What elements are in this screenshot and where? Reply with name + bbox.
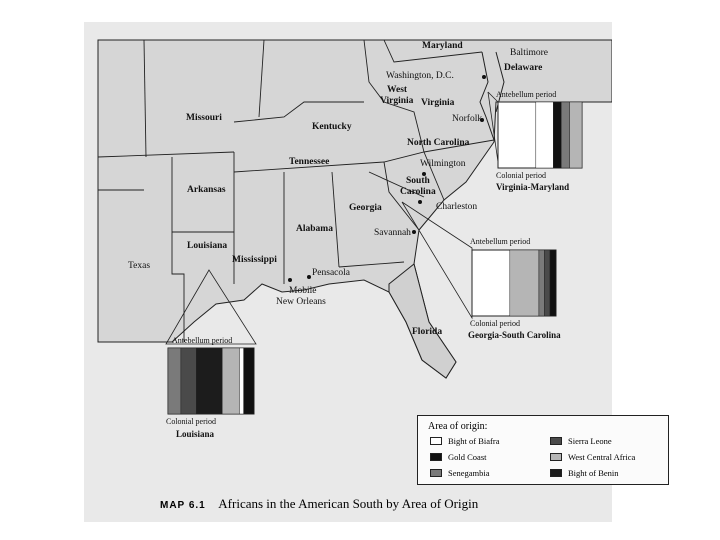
map-page <box>84 22 636 522</box>
inset-la-top-label: Antebellum period <box>172 336 233 345</box>
inset-segment-senegambia <box>539 250 545 316</box>
inset-segment-sierra-leone <box>181 348 196 414</box>
state-virginia: Virginia <box>421 98 455 108</box>
inset-vamd-name: Virginia-Maryland <box>496 182 570 192</box>
legend-swatch-0 <box>430 437 442 445</box>
inset-georgia-south-carolina <box>472 250 556 316</box>
legend-title: Area of origin: <box>428 421 488 432</box>
legend-swatch-4 <box>550 453 562 461</box>
legend-swatch-5 <box>550 469 562 477</box>
state-delaware: Delaware <box>504 63 543 73</box>
state-south-carolina-2: Carolina <box>400 187 436 197</box>
legend-item-5: Bight of Benin <box>568 468 619 478</box>
inset-louisiana <box>168 348 254 414</box>
inset-segment-senegambia <box>561 102 569 168</box>
inset-la-name: Louisiana <box>176 429 215 439</box>
inset-segment-bight-of-biafra <box>239 348 243 414</box>
city-wilmington: Wilmington <box>420 159 466 169</box>
inset-vamd-top-label: Antebellum period <box>496 90 557 99</box>
inset-segment-sierra-leone <box>544 250 550 316</box>
inset-gasc-top-label: Antebellum period <box>470 237 531 246</box>
legend-item-4: West Central Africa <box>568 452 636 462</box>
legend-swatch-1 <box>430 453 442 461</box>
legend-item-0: Bight of Biafra <box>448 436 500 446</box>
state-texas: Texas <box>128 261 151 271</box>
city-savannah: Savannah <box>374 228 411 238</box>
state-georgia: Georgia <box>349 203 382 213</box>
state-maryland: Maryland <box>422 41 463 51</box>
legend-item-1: Gold Coast <box>448 452 487 462</box>
inset-segment-west-central-africa <box>570 102 582 168</box>
state-kentucky: Kentucky <box>312 122 352 132</box>
inset-segment-gold-coast <box>553 102 561 168</box>
legend-item-3: Sierra Leone <box>568 436 612 446</box>
state-north-carolina: North Carolina <box>407 138 470 148</box>
inset-la-bottom-label: Colonial period <box>166 417 216 426</box>
florida-shape <box>389 264 456 378</box>
inset-gasc-bottom-label: Colonial period <box>470 319 520 328</box>
inset-gasc-name: Georgia-South Carolina <box>468 330 561 340</box>
inset-vamd-bottom-label: Colonial period <box>496 171 546 180</box>
inset-segment-gold-coast <box>244 348 254 414</box>
state-south-carolina-1: South <box>406 176 430 186</box>
state-west-virginia-1: West <box>387 85 408 95</box>
inset-segment-bight-of-benin <box>196 348 222 414</box>
city-new-orleans: New Orleans <box>276 297 326 307</box>
inset-segment-west-central-africa <box>510 250 539 316</box>
map-number: MAP 6.1 <box>160 500 206 511</box>
state-west-virginia-2: Virginia <box>380 96 414 106</box>
map-caption <box>160 496 478 512</box>
state-tennessee: Tennessee <box>289 157 330 167</box>
inset-segment-gold-coast <box>550 250 556 316</box>
state-missouri: Missouri <box>186 113 222 123</box>
city-pensacola: Pensacola <box>312 268 350 278</box>
legend-swatch-2 <box>430 469 442 477</box>
state-louisiana: Louisiana <box>187 241 228 251</box>
inset-virginia-maryland <box>498 102 582 168</box>
city-baltimore: Baltimore <box>510 48 548 58</box>
city-norfolk: Norfolk <box>452 114 483 124</box>
inset-segment-bight-of-biafra <box>536 102 554 168</box>
state-arkansas: Arkansas <box>187 185 226 195</box>
state-florida: Florida <box>412 327 443 337</box>
legend-item-2: Senegambia <box>448 468 490 478</box>
legend-swatch-3 <box>550 437 562 445</box>
city-mobile: Mobile <box>289 286 317 296</box>
city-charleston: Charleston <box>436 202 478 212</box>
map-title: Africans in the American South by Area of Origin <box>218 496 479 511</box>
legend <box>417 415 669 485</box>
city-washington: Washington, D.C. <box>386 71 454 81</box>
inset-segment-senegambia <box>168 348 181 414</box>
state-mississippi: Mississippi <box>232 255 277 265</box>
inset-segment-west-central-africa <box>222 348 239 414</box>
state-alabama: Alabama <box>296 224 333 234</box>
